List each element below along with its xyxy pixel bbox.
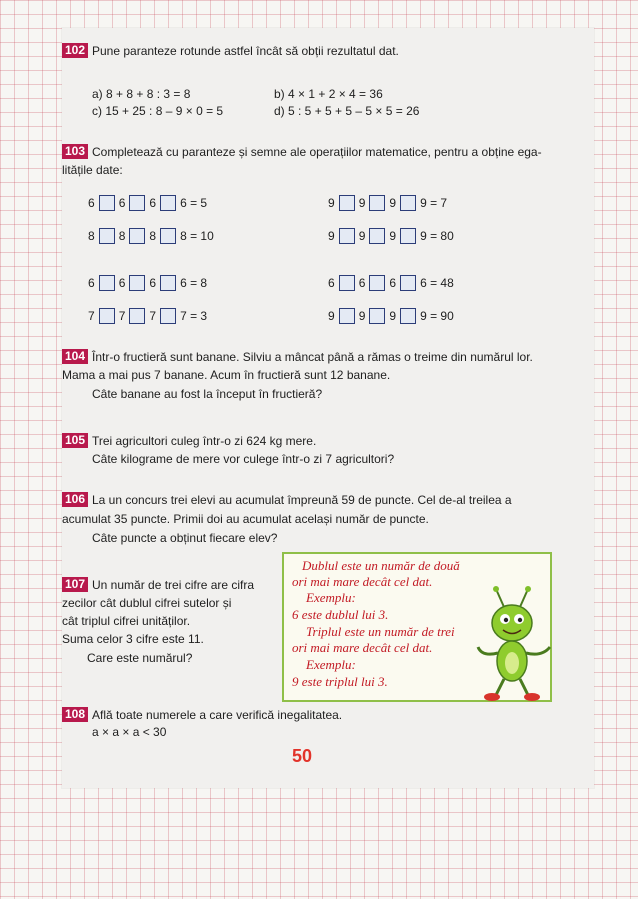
exercise-number-107: 107 [62,577,88,592]
exercise-108-inequality: a × a × a < 30 [92,725,167,739]
answer-box[interactable] [400,308,416,324]
answer-box[interactable] [129,275,145,291]
answer-box[interactable] [369,275,385,291]
answer-box[interactable] [400,195,416,211]
exercise-107-line2: zecilor cât dublul cifrei sutelor și [62,596,232,610]
exercise-102-item-b: b) 4 × 1 + 2 × 4 = 36 [274,87,383,101]
green-bug-mascot-icon [470,585,560,705]
exercise-103-text-line2: litățile date: [62,163,123,177]
page-number: 50 [292,746,313,766]
equation-row-4-left: 7 7 7 7 = 3 [88,309,208,323]
exercise-104-question: Câte banane au fost la început în fructieră? [92,387,323,401]
exercise-102-item-c: c) 15 + 25 : 8 – 9 × 0 = 5 [92,104,224,118]
answer-box[interactable] [400,275,416,291]
answer-box[interactable] [369,228,385,244]
exercise-number-108: 108 [62,707,88,722]
note-line-7: Exemplu: [306,657,356,672]
answer-box[interactable] [160,228,176,244]
exercise-102-item-a: a) 8 + 8 + 8 : 3 = 8 [92,87,191,101]
exercise-number-103: 103 [62,144,88,159]
answer-box[interactable] [160,195,176,211]
exercise-number-102: 102 [62,43,88,58]
note-line-2: ori mai mare decât cel dat. [292,574,433,589]
equation-row-4-right: 9 9 9 9 = 90 [328,309,454,323]
answer-box[interactable] [160,308,176,324]
exercise-106-line1: La un concurs trei elevi au acumulat împreună 59 de puncte. Cel de-al treilea a [92,493,512,507]
exercise-102-text: Pune paranteze rotunde astfel încât să obții rezultatul dat. [92,44,399,58]
exercise-number-106: 106 [62,492,88,507]
answer-box[interactable] [129,228,145,244]
exercise-103-text-line1: Completează cu paranteze și semne ale operațiilor matematice, pentru a obține ega- [92,145,542,159]
note-line-5: Triplul este un număr de trei [306,624,455,639]
answer-box[interactable] [99,228,115,244]
equation-row-2-left: 8 8 8 8 = 10 [88,229,214,243]
exercise-107-question: Care este numărul? [87,651,193,665]
note-line-8: 9 este triplul lui 3. [292,674,388,689]
exercise-107-line4: Suma celor 3 cifre este 11. [62,632,204,646]
exercise-105-question: Câte kilograme de mere vor culege într-o zi 7 agricultori? [92,452,395,466]
equation-row-3-right: 6 6 6 6 = 48 [328,276,454,290]
note-line-6: ori mai mare decât cel dat. [292,640,433,655]
exercise-108-text: Află toate numerele a care verifică inegalitatea. [92,708,343,722]
note-line-4: 6 este dublul lui 3. [292,607,389,622]
answer-box[interactable] [369,195,385,211]
answer-box[interactable] [339,275,355,291]
exercise-107-line1: Un număr de trei cifre are cifra [92,578,255,592]
equation-row-3-left: 6 6 6 6 = 8 [88,276,208,290]
exercise-102-item-d: d) 5 : 5 + 5 + 5 – 5 × 5 = 26 [274,104,420,118]
answer-box[interactable] [339,228,355,244]
exercise-106-question: Câte puncte a obținut fiecare elev? [92,531,278,545]
answer-box[interactable] [160,275,176,291]
answer-box[interactable] [129,195,145,211]
answer-box[interactable] [400,228,416,244]
answer-box[interactable] [369,308,385,324]
answer-box[interactable] [129,308,145,324]
answer-box[interactable] [339,195,355,211]
answer-box[interactable] [99,275,115,291]
exercise-106-line2: acumulat 35 puncte. Primii doi au acumulat același număr de puncte. [62,512,429,526]
exercise-104-line2: Mama a mai pus 7 banane. Acum în fructieră sunt 12 banane. [62,368,391,382]
answer-box[interactable] [99,308,115,324]
note-line-3: Exemplu: [306,590,356,605]
exercise-number-104: 104 [62,349,88,364]
answer-box[interactable] [99,195,115,211]
equation-row-2-right: 9 9 9 9 = 80 [328,229,454,243]
exercise-105-line1: Trei agricultori culeg într-o zi 624 kg mere. [92,434,317,448]
note-line-1: Dublul este un număr de două [302,558,460,573]
exercise-number-105: 105 [62,433,88,448]
exercise-104-line1: Într-o fructieră sunt banane. Silviu a mâncat până a rămas o treime din numărul lor. [92,350,533,364]
equation-row-1-left: 6 6 6 6 = 5 [88,196,208,210]
equation-row-1-right: 9 9 9 9 = 7 [328,196,448,210]
answer-box[interactable] [339,308,355,324]
exercise-107-line3: cât triplul cifrei unităților. [62,614,191,628]
